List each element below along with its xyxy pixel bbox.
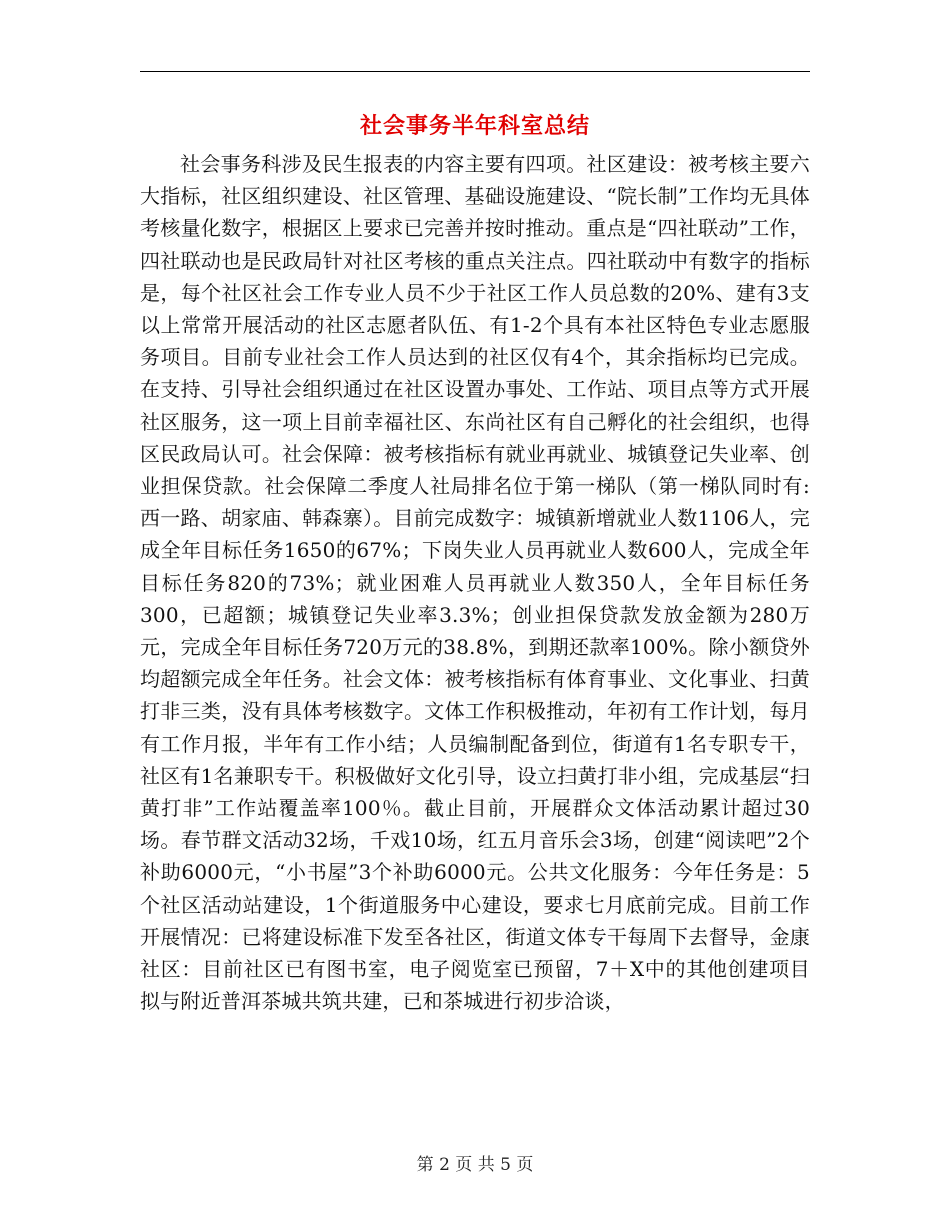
page-number-footer: 第 2 页 共 5 页 xyxy=(416,1155,534,1175)
document-title: 社会事务半年科室总结 xyxy=(359,113,590,139)
body-paragraph: 社会事务科涉及民生报表的内容主要有四项。社区建设：被考核主要六大指标，社区组织建设、社区管理、基础设施建设、“院长制”工作均无具体考核量化数字，根据区上要求已完善并按时推动。重点是“四社联动”工作，四社联动也是民政局针对社区考核的重点关注点。四社联动中有数字的指标是，每个社区社会工作专业人员不少于社区工作人员总数的20%、建有3支以上常常开展活动的社区志愿者队伍、有1-2个具有本社区特色专业志愿服务项目。目前专业社会工作人员达到的社区仅有4个，其余指标均已完成。在支持、引导社会组织通过在社区设置办事处、工作站、项目点等方式开展社区服务，这一项上目前幸福社区、东尚社区有自己孵化的社会组织，也得区民政局认可。社会保障：被考核指标有就业再就业、城镇登记失业率、创业担保贷款。社会保障二季度人社局排名位于第一梯队（第一梯队同时有:西一路、胡家庙、韩森寨）。目前完成数字：城镇新增就业人数1106人，完成全年目标任务1650的67%；下岗失业人员再就业人数600人，完成全年目标任务820的73%；就业困难人员再就业人数350人，全年目标任务300，已超额；城镇登记失业率3.3%；创业担保贷款发放金额为280万元，完成全年目标任务720万元的38.8%，到期还款率100%。除小额贷外均超额完成全年任务。社会文体：被考核指标有体育事业、文化事业、扫黄打非三类，没有具体考核数字。文体工作积极推动，年初有工作计划，每月有工作月报，半年有工作小结；人员编制配备到位，街道有1名专职专干，社区有1名兼职专干。积极做好文化引导，设立扫黄打非小组，完成基层“扫黄打非”工作站覆盖率100％。截止目前，开展群众文体活动累计超过30场。春节群文活动32场，千戏10场，红五月音乐会3场，创建“阅读吧”2个补助6000元，“小书屋”3个补助6000元。公共文化服务：今年任务是：5个社区活动站建设，1个街道服务中心建设，要求七月底前完成。目前工作开展情况：已将建设标准下发至各社区，街道文体专干每周下去督导，金康社区：目前社区已有图书室，电子阅览室已预留，7＋X中的其他创建项目拟与附近普洱茶城共筑共建，已和茶城进行初步洽谈， xyxy=(140,152,810,1014)
header-rule xyxy=(140,71,810,72)
